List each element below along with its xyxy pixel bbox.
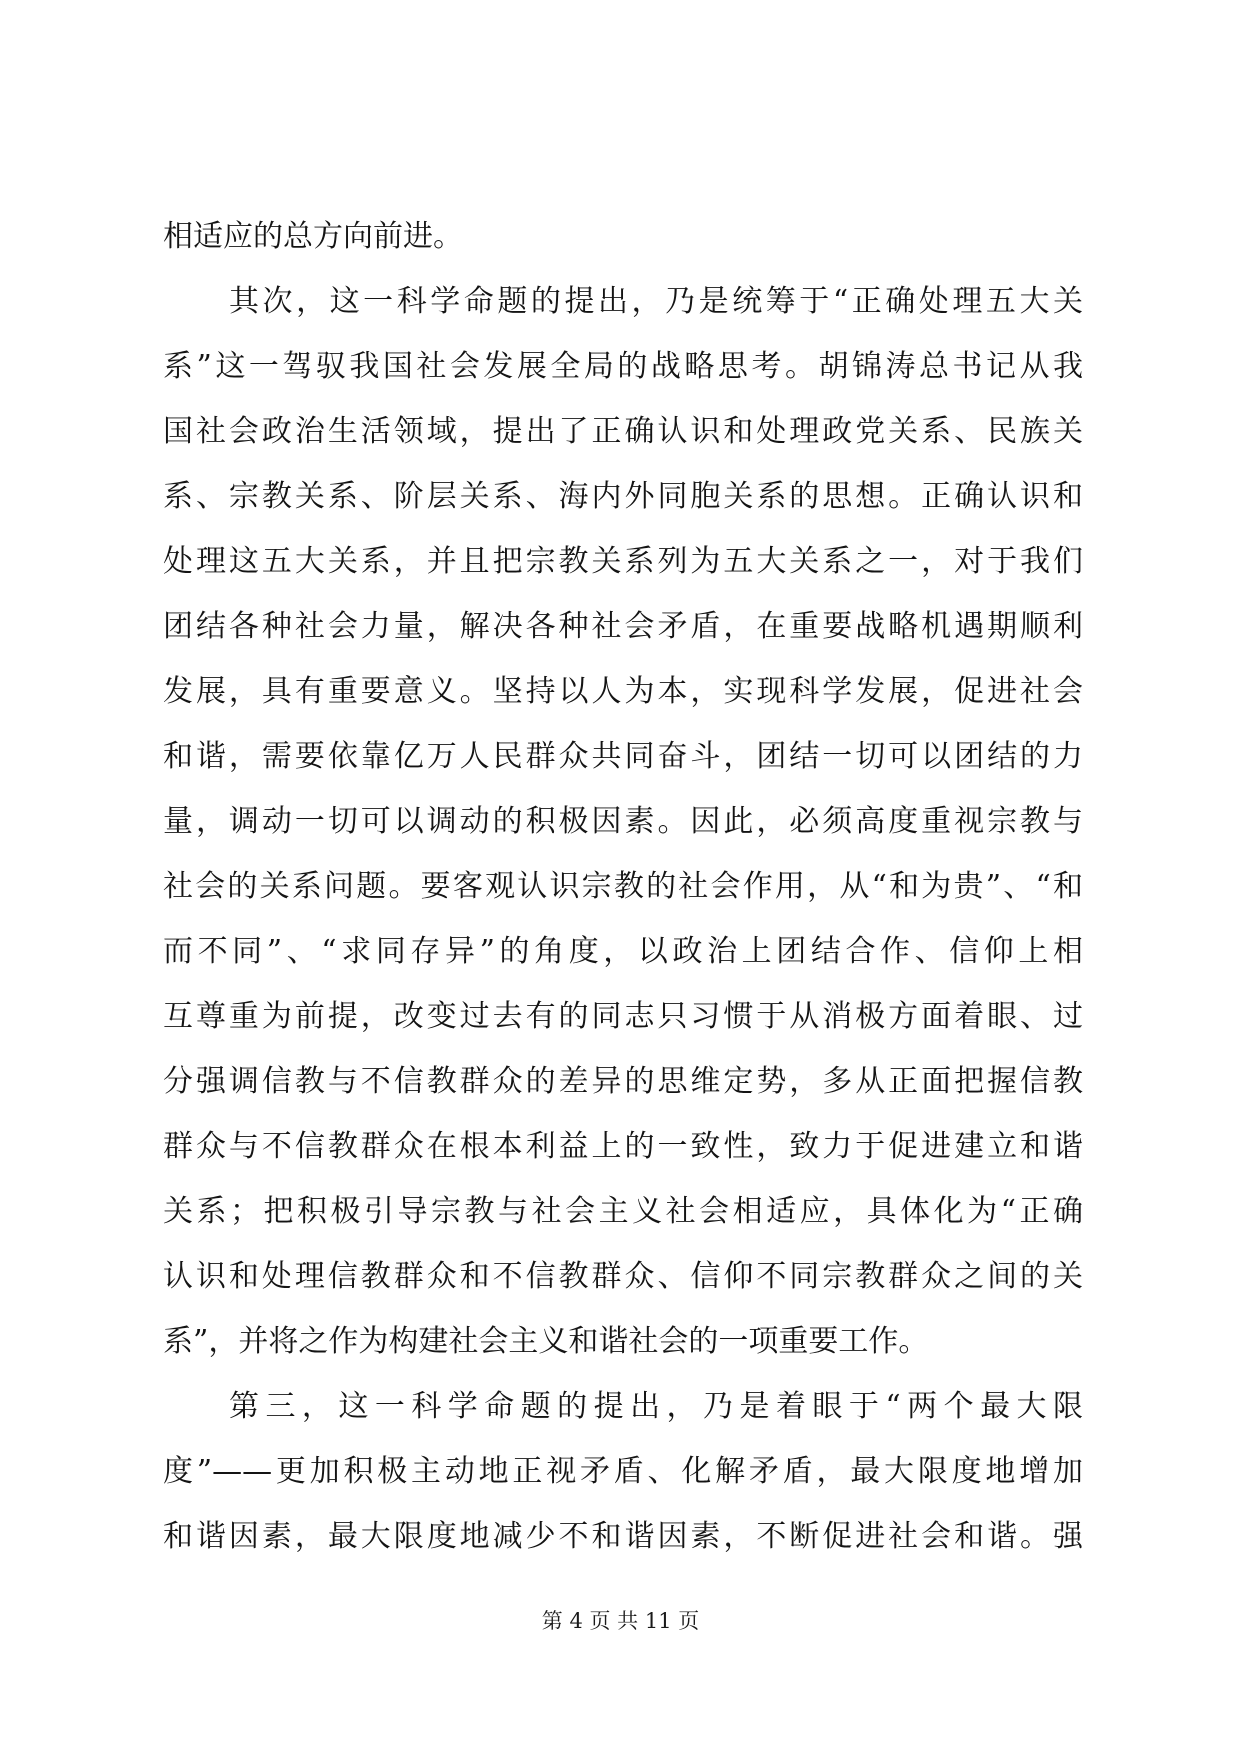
text-line: 社会的关系问题。要客观认识宗教的社会作用，从“和为贵”、“和	[163, 869, 1083, 904]
text-line: 系”这一驾驭我国社会发展全局的战略思考。胡锦涛总书记从我	[163, 349, 1083, 384]
text-line: 群众与不信教群众在根本利益上的一致性，致力于促进建立和谐	[163, 1129, 1083, 1164]
text-line: 系、宗教关系、阶层关系、海内外同胞关系的思想。正确认识和	[163, 479, 1083, 514]
text-line: 互尊重为前提，改变过去有的同志只习惯于从消极方面着眼、过	[163, 999, 1083, 1034]
paragraph-start-line: 第三，这一科学命题的提出，乃是着眼于“两个最大限	[229, 1389, 1083, 1424]
text-line: 团结各种社会力量，解决各种社会矛盾，在重要战略机遇期顺利	[163, 609, 1083, 644]
document-body	[163, 204, 1083, 1569]
text-line: 和谐，需要依靠亿万人民群众共同奋斗，团结一切可以团结的力	[163, 739, 1083, 774]
text-line: 关系；把积极引导宗教与社会主义社会相适应，具体化为“正确	[163, 1194, 1083, 1229]
text-line: 分强调信教与不信教群众的差异的思维定势，多从正面把握信教	[163, 1064, 1083, 1099]
text-line: 系”，并将之作为构建社会主义和谐社会的一项重要工作。	[163, 1324, 929, 1359]
text-line: 而不同”、“求同存异”的角度，以政治上团结合作、信仰上相	[163, 934, 1083, 969]
text-line: 认识和处理信教群众和不信教群众、信仰不同宗教群众之间的关	[163, 1259, 1083, 1294]
text-line: 度”——更加积极主动地正视矛盾、化解矛盾，最大限度地增加	[163, 1454, 1083, 1489]
text-line: 发展，具有重要意义。坚持以人为本，实现科学发展，促进社会	[163, 674, 1083, 709]
text-line: 相适应的总方向前进。	[163, 219, 463, 254]
page-number-footer: 第 4 页 共 11 页	[541, 1609, 700, 1633]
paragraph-start-line: 其次，这一科学命题的提出，乃是统筹于“正确处理五大关	[229, 284, 1083, 319]
text-line: 量，调动一切可以调动的积极因素。因此，必须高度重视宗教与	[163, 804, 1083, 839]
text-line: 处理这五大关系，并且把宗教关系列为五大关系之一，对于我们	[163, 544, 1083, 579]
text-line: 国社会政治生活领域，提出了正确认识和处理政党关系、民族关	[163, 414, 1083, 449]
text-line: 和谐因素，最大限度地减少不和谐因素，不断促进社会和谐。强	[163, 1519, 1083, 1554]
